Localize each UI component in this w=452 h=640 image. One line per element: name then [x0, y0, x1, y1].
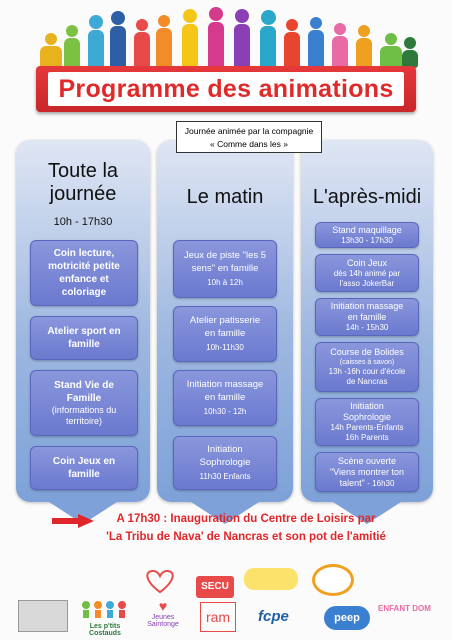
card-line: famille	[68, 339, 100, 350]
activity-card	[315, 342, 419, 392]
card-time: 14h Parents-Enfants	[330, 423, 404, 432]
les-p-tits-costauds-logo	[78, 600, 132, 637]
ville-logo	[18, 600, 68, 632]
secu-logo: SECU	[196, 576, 234, 598]
card-note: (caisses à savon)	[339, 359, 395, 366]
activity-card	[30, 370, 138, 436]
child-silhouette	[64, 25, 80, 68]
card-line-with-time	[318, 478, 416, 489]
ram-logo: ram	[200, 602, 236, 632]
card-line: Atelier patisserie	[189, 315, 261, 326]
inauguration-line: 'La Tribu de Nava' de Nancras et son pot de l'amitié	[106, 531, 386, 543]
card-line: famille	[68, 469, 100, 480]
card-line: coloriage	[61, 287, 107, 298]
card-time: 11h30 Enfants	[199, 472, 251, 481]
card-line: Initiation massage	[330, 301, 404, 311]
card-line: Jeux de piste "les 5	[183, 250, 267, 261]
activity-card	[30, 446, 138, 490]
card-line: Sophrologie	[342, 412, 392, 422]
activity-card	[315, 452, 419, 492]
column-afternoon	[301, 140, 433, 502]
children-silhouettes-illustration	[40, 6, 420, 68]
card-line: Stand Vie de	[54, 380, 114, 391]
activity-card	[173, 370, 277, 426]
column-all-day	[16, 140, 150, 502]
column-title: Le matin	[186, 186, 264, 208]
card-line: Atelier sport en	[47, 326, 121, 337]
figures-icon	[78, 600, 132, 618]
card-line: Coin lecture,	[53, 248, 115, 259]
inauguration-text	[76, 510, 416, 546]
child-silhouette	[156, 15, 172, 68]
company-name: « Comme dans les »	[210, 139, 288, 149]
card-time: de Nancras	[346, 377, 388, 386]
child-silhouette	[40, 33, 62, 68]
card-line: Famille	[66, 393, 102, 404]
card-subline: territoire)	[65, 416, 102, 426]
card-line: en famille	[204, 391, 246, 403]
child-silhouette	[380, 33, 402, 68]
activity-card	[173, 240, 277, 298]
card-line: Initiation	[350, 401, 384, 411]
jeunes-saintonge-logo	[140, 598, 186, 632]
child-silhouette	[260, 10, 276, 68]
card-time: - 16h30	[367, 478, 395, 488]
column-title-line: journée	[49, 183, 117, 205]
card-line: Coin Jeux	[346, 257, 388, 268]
card-line: sens" en famille	[191, 262, 259, 274]
child-silhouette	[88, 15, 104, 68]
child-silhouette	[402, 37, 418, 68]
card-line: Coin Jeux en	[52, 456, 116, 467]
card-line: en famille	[347, 312, 387, 322]
card-line: Sophrologie	[199, 456, 251, 468]
column-title: L'après-midi	[312, 186, 422, 208]
card-time: 16h Parents	[345, 433, 389, 442]
peep-logo: peep	[324, 606, 370, 630]
jeunes-mark: ♥	[158, 598, 168, 614]
card-time: 10h-11h30	[206, 343, 244, 352]
column-title-line: Toute la	[47, 160, 119, 182]
activity-card	[315, 254, 419, 292]
child-silhouette	[110, 11, 126, 68]
card-line: motricité petite	[48, 261, 120, 272]
card-time: l'asso JokerBar	[339, 278, 395, 288]
card-time: 13h30 - 17h30	[341, 235, 393, 245]
company-box	[176, 121, 322, 153]
column-title	[16, 160, 150, 206]
logo-label: Les p'tits Costauds	[89, 623, 121, 637]
child-silhouette	[332, 23, 348, 68]
child-silhouette	[308, 17, 324, 68]
activity-card	[315, 222, 419, 248]
child-silhouette	[284, 19, 300, 68]
card-time: dès 14h animé par	[333, 268, 401, 278]
heart-icon	[140, 568, 180, 594]
child-silhouette	[134, 19, 150, 68]
child-silhouette	[182, 9, 198, 68]
card-time: 10h à 12h	[207, 278, 243, 287]
activity-card	[30, 240, 138, 306]
logo-label: Jeunes Saintonge	[147, 614, 179, 628]
card-time: 14h - 15h30	[345, 323, 389, 332]
activity-card	[315, 398, 419, 446]
card-subline: (informations du	[51, 405, 117, 415]
enfant-dom-logo: ENFANT DOM	[378, 604, 431, 613]
page-title: Programme des animations	[58, 74, 394, 103]
cercle-logo	[312, 564, 354, 596]
title-banner-inner	[48, 72, 404, 106]
card-line: en famille	[204, 327, 246, 339]
card-line: Initiation massage	[186, 379, 264, 390]
activity-card	[30, 316, 138, 360]
la-poule-logo	[244, 568, 298, 590]
column-hours: 10h - 17h30	[53, 216, 113, 228]
child-silhouette	[234, 9, 250, 68]
card-line: talent"	[339, 477, 365, 488]
card-line: Stand maquillage	[332, 224, 402, 235]
child-silhouette	[356, 25, 372, 68]
child-silhouette	[208, 7, 224, 68]
card-line: Scène ouverte	[337, 455, 397, 466]
card-time: 13h -16h cour d'école	[328, 367, 406, 376]
inauguration-line: A 17h30 : Inauguration du Centre de Loisirs par	[116, 513, 376, 525]
card-line: Initiation	[207, 444, 243, 455]
fcpe-logo: fcpe	[258, 608, 289, 625]
card-time: 10h30 - 12h	[203, 407, 247, 416]
card-line: enfance et	[59, 274, 109, 285]
column-morning	[157, 140, 293, 502]
card-line: Course de Bolides	[330, 347, 404, 357]
card-line: "Viens montrer ton	[329, 466, 405, 477]
activity-card	[173, 436, 277, 490]
company-line: Journée animée par la compagnie	[184, 126, 314, 136]
activity-card	[173, 306, 277, 362]
title-banner	[36, 66, 416, 112]
activity-card	[315, 298, 419, 336]
heart-tree-logo	[140, 568, 180, 594]
